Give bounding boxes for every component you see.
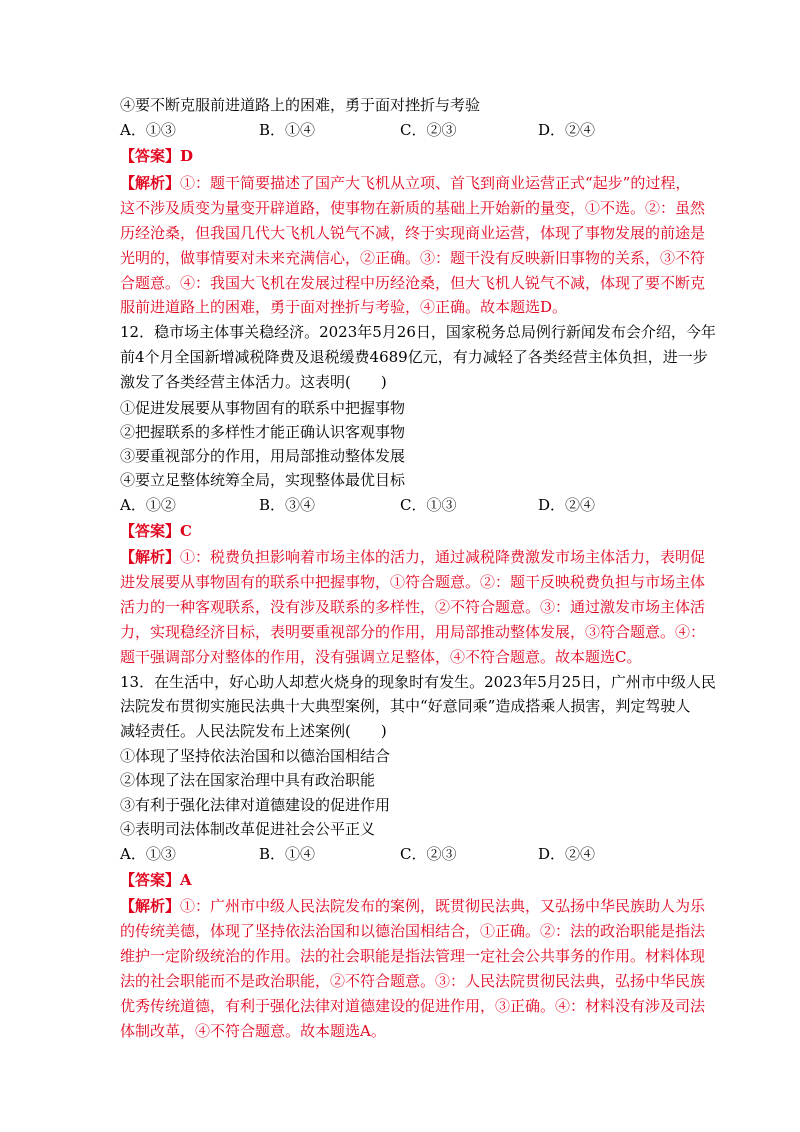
q12-analysis-line-3: 活力的一种客观联系，没有涉及联系的多样性，②不符合题意。③：通过激发市场主体活 [120,598,706,616]
answer-label: 【答案】 [120,522,181,540]
q11-analysis-line-1 [120,174,690,192]
q12-statement-4: ④要立足整体统筹全局，实现整体最优目标 [120,471,406,489]
q11-analysis-line-4: 光明的，做事情要对未来充满信心，②正确。③：题干没有反映新旧事物的关系，③不符 [120,249,706,267]
q12-stem-line-2: 前4个月全国新增减税降费及退税缓费4689亿元，有力减轻了各类经营主体负担，进一步 [120,348,708,366]
q12-analysis-line-1 [120,548,705,566]
q13-analysis-line-2: 的传统美德，体现了坚持依法治国和以德治国相结合，①正确。②：法的政治职能是指法 [120,922,706,940]
q13-analysis-line-3: 维护一定阶级统治的作用。法的社会职能是指法管理一定社会公共事务的作用。材料体现 [120,947,706,965]
q11-analysis-line-5: 合题意。④：我国大飞机在发展过程中历经沧桑，但大飞机人锐气不减，体现了要不断克 [120,274,706,292]
q12-statement-3: ③要重视部分的作用，用局部推动整体发展 [120,447,406,465]
answer-label: 【答案】 [120,871,181,889]
q12-option-b: B．③④ [259,496,316,514]
q12-analysis-line-5: 题干强调部分对整体的作用，没有强调立足整体，④不符合题意。故本题选C。 [120,648,642,666]
q13-analysis-line-1 [120,897,705,915]
q13-analysis-line-5: 优秀传统道德，有利于强化法律对道德建设的促进作用，③正确。④：材料没有涉及司法 [120,997,706,1015]
q11-option-a: A．①③ [120,121,176,139]
q13-analysis-line-4: 法的社会职能而不是政治职能，②不符合题意。③：人民法院贯彻民法典，弘扬中华民族 [120,972,706,990]
q13-statement-2: ②体现了法在国家治理中具有政治职能 [120,771,376,789]
answer-label: 【答案】 [120,147,181,165]
q11-analysis-line-3: 历经沧桑，但我国几代大飞机人锐气不减，终于实现商业运营，体现了事物发展的前途是 [120,224,706,242]
q13-stem-line-1: 13．在生活中，好心助人却惹火烧身的现象时有发生。2023年5月25日，广州市中级人民 [120,673,716,691]
q12-stem-line-3: 激发了各类经营主体活力。这表明( ) [120,373,387,391]
q13-option-d: D．②④ [538,845,596,863]
analysis-text: ①：题干简要描述了国产大飞机从立项、首飞到商业运营正式“起步”的过程， [180,174,691,192]
q13-statement-1: ①体现了坚持依法治国和以德治国相结合 [120,747,391,765]
q12-statement-2: ②把握联系的多样性才能正确认识客观事物 [120,423,406,441]
q12-analysis-line-4: 力，实现稳经济目标，表明要重视部分的作用，用局部推动整体发展，③符合题意。④： [120,623,706,641]
q12-statement-1: ①促进发展要从事物固有的联系中把握事物 [120,399,406,417]
q11-option-d: D．②④ [538,121,596,139]
q12-option-a: A．①② [120,496,176,514]
q12-analysis-line-2: 进发展要从事物固有的联系中把握事物，①符合题意。②：题干反映税费负担与市场主体 [120,573,706,591]
analysis-text: ①：广州市中级人民法院发布的案例，既贯彻民法典，又弘扬中华民族助人为乐 [180,897,706,915]
q13-option-a: A．①③ [120,845,176,863]
q13-answer [120,871,192,889]
q13-statement-4: ④表明司法体制改革促进社会公平正义 [120,820,376,838]
q13-stem-line-2: 法院发布贯彻实施民法典十大典型案例，其中“好意同乘”造成搭乘人损害，判定驾驶人 [120,697,691,715]
q11-analysis-line-2: 这不涉及质变为量变开辟道路，使事物在新质的基础上开始新的量变，①不选。②：虽然 [120,199,706,217]
answer-value: C [180,522,192,540]
analysis-text: ①：税费负担影响着市场主体的活力，通过减税降费激发市场主体活力，表明促 [180,548,706,566]
answer-value: D [180,147,194,165]
q12-stem-line-1: 12．稳市场主体事关稳经济。2023年5月26日，国家税务总局例行新闻发布会介绍，今年 [120,323,716,341]
answer-value: A [180,871,192,889]
analysis-label: 【解析】 [120,548,181,566]
q12-option-d: D．②④ [538,496,596,514]
q11-answer [120,147,193,165]
q13-stem-line-3: 减轻责任。人民法院发布上述案例( ) [120,722,387,740]
q13-option-c: C．②③ [400,845,457,863]
q11-statement-4: ④要不断克服前进道路上的困难，勇于面对挫折与考验 [120,96,481,114]
analysis-label: 【解析】 [120,897,181,915]
q13-analysis-line-6: 体制改革，④不符合题意。故本题选A。 [120,1022,386,1040]
q12-option-c: C．①③ [400,496,457,514]
q11-option-c: C．②③ [400,121,457,139]
q13-statement-3: ③有利于强化法律对道德建设的促进作用 [120,796,391,814]
q11-option-b: B．①④ [259,121,316,139]
q13-option-b: B．①④ [259,845,316,863]
q12-answer [120,522,192,540]
analysis-label: 【解析】 [120,174,181,192]
q11-analysis-line-6: 服前进道路上的困难，勇于面对挫折与考验，④正确。故本题选D。 [120,298,568,316]
